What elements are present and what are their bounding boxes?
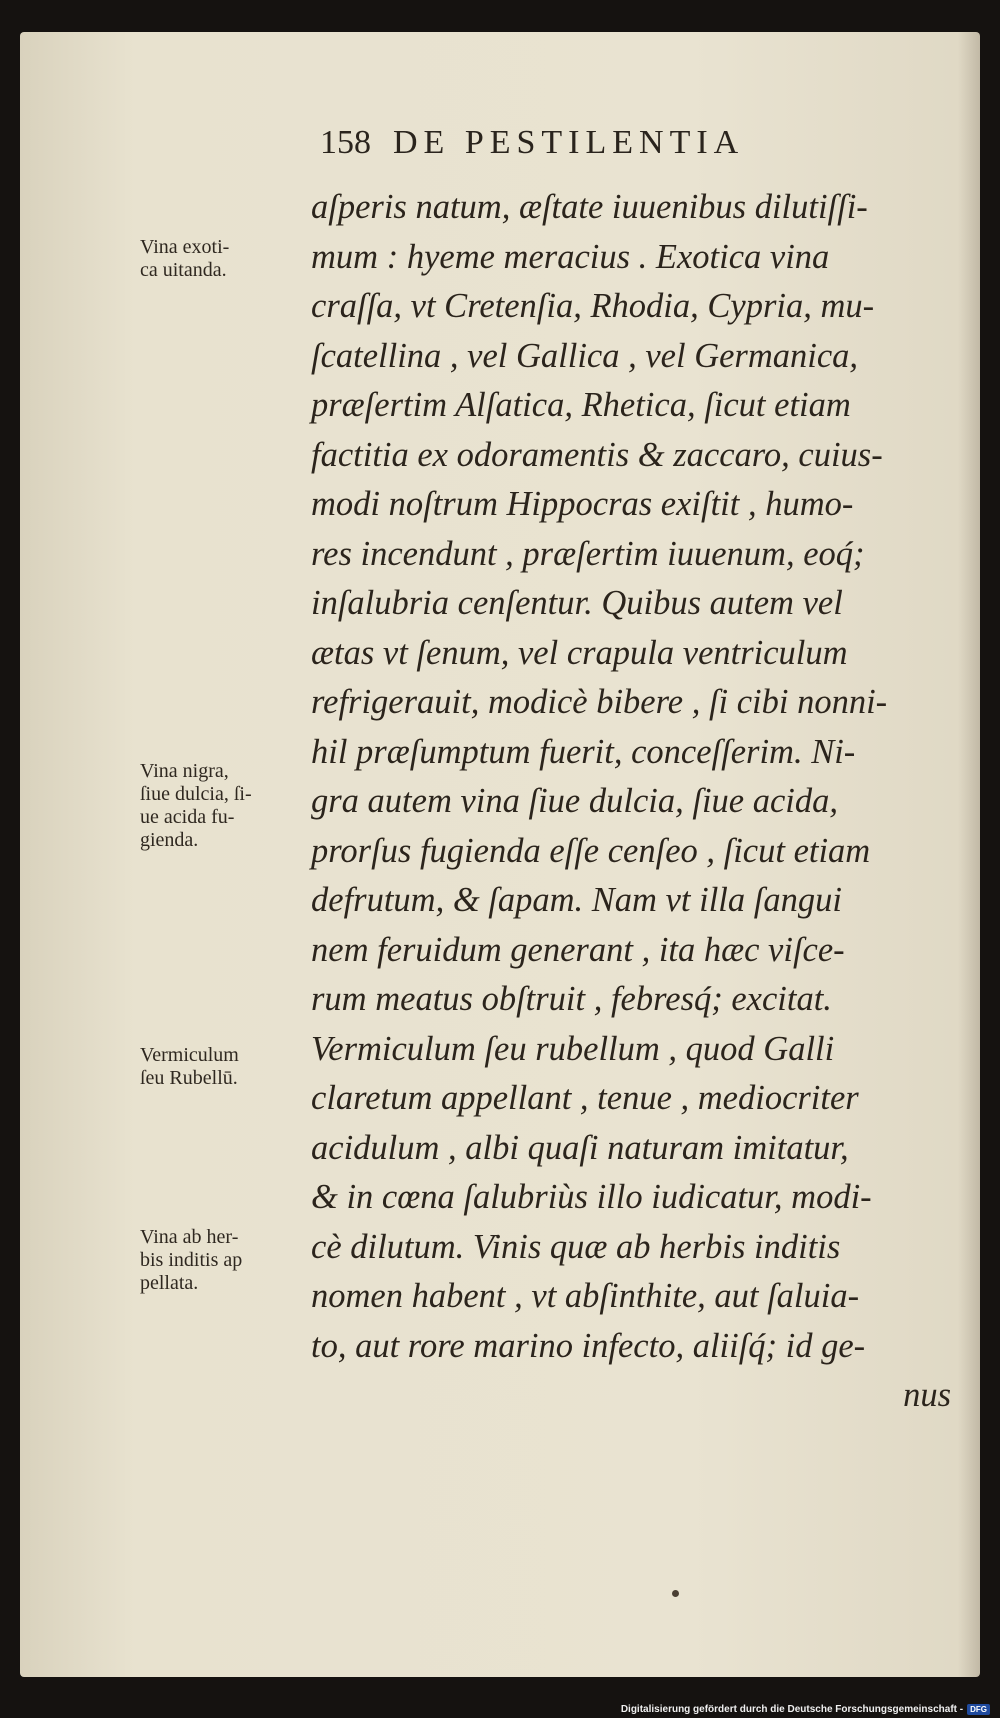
text-line: prorſus fugienda eſſe cenſeo , ſicut etiam [311,831,871,870]
running-title: DE PESTILENTIA [393,124,745,161]
text-line: cè dilutum. Vinis quæ ab herbis inditis [311,1227,841,1266]
margin-note-line: bis inditis ap [140,1249,243,1271]
text-line: acidulum , albi quaſi naturam imitatur, [311,1128,849,1167]
text-line: to, aut rore marino infecto, aliiſq́; id ge- [311,1326,866,1365]
margin-note-line: Vina exoti- [140,236,230,258]
text-line: Vermiculum ſeu rubellum , quod Galli [311,1029,835,1068]
margin-note-line: Vina nigra, [140,760,229,782]
margin-note-vermiculum [140,1044,300,1090]
margin-note-black-wines [140,760,300,852]
catchword: nus [903,1376,951,1414]
footer-credit: Digitalisierung gefördert durch die Deutsche Forschungsgemeinschaft - [620,1704,964,1715]
text-line: rum meatus obſtruit , febresq́; excitat. [311,980,832,1018]
text-line: ætas vt ſenum, vel crapula ventriculum [311,633,848,672]
text-line: craſſa, vt Cretenſia, Rhodia, Cypria, mu- [311,287,875,325]
text-line: aſperis natum, æſtate iuuenibus dilutiſſi- [311,188,868,226]
text-line: nomen habent , vt abſinthite, aut ſaluia- [311,1277,860,1315]
ink-spot [672,1590,679,1597]
dfg-logo: DFG [967,1704,990,1715]
text-line: nem feruidum generant , ita hæc viſce- [311,930,845,969]
margin-note-line: ue acida fu- [140,806,235,828]
text-line: inſalubria cenſentur. Quibus autem vel [311,584,843,622]
text-line: præſertim Alſatica, Rhetica, ſicut etiam [311,386,851,424]
margin-note-line: gienda. [140,829,199,851]
margin-note-line: ca uitanda. [140,259,227,281]
text-line: hil præſumptum fuerit, conceſſerim. Ni- [311,732,856,771]
text-line: refrigerauit, modicè bibere , ſi cibi nonni- [311,683,888,721]
margin-note-line: pellata. [140,1272,199,1294]
text-line: gra autem vina ſiue dulcia, ſiue acida, [311,782,838,820]
margin-note-line: Vina ab her- [140,1226,239,1248]
text-line: res incendunt , præſertim iuuenum, eoq́; [311,534,865,573]
margin-note-line: ſeu Rubellū. [140,1067,238,1089]
text-line: mum : hyeme meracius . Exotica vina [311,237,830,276]
text-line: claretum appellant , tenue , mediocriter [311,1079,859,1117]
page-number: 158 [320,124,371,161]
margin-note-herb-wines [140,1226,300,1295]
text-line: factitia ex odoramentis & zaccaro, cuius- [311,435,883,474]
text-line: defrutum, & ſapam. Nam vt illa ſangui [311,881,842,919]
digitization-footer [621,1704,990,1715]
margin-note-line: ſiue dulcia, ſi- [140,783,252,805]
main-text-block [311,183,951,1421]
text-line: ſcatellina , vel Gallica , vel Germanica, [311,336,859,375]
margin-note-exotic-wines [140,236,300,282]
margin-note-line: Vermiculum [140,1044,239,1066]
page-edge-shadow [958,32,980,1677]
text-line: & in cœna ſalubriùs illo iudicatur, modi- [311,1178,872,1216]
running-header [320,124,744,162]
text-line: modi noſtrum Hippocras exiſtit , humo- [311,485,854,523]
